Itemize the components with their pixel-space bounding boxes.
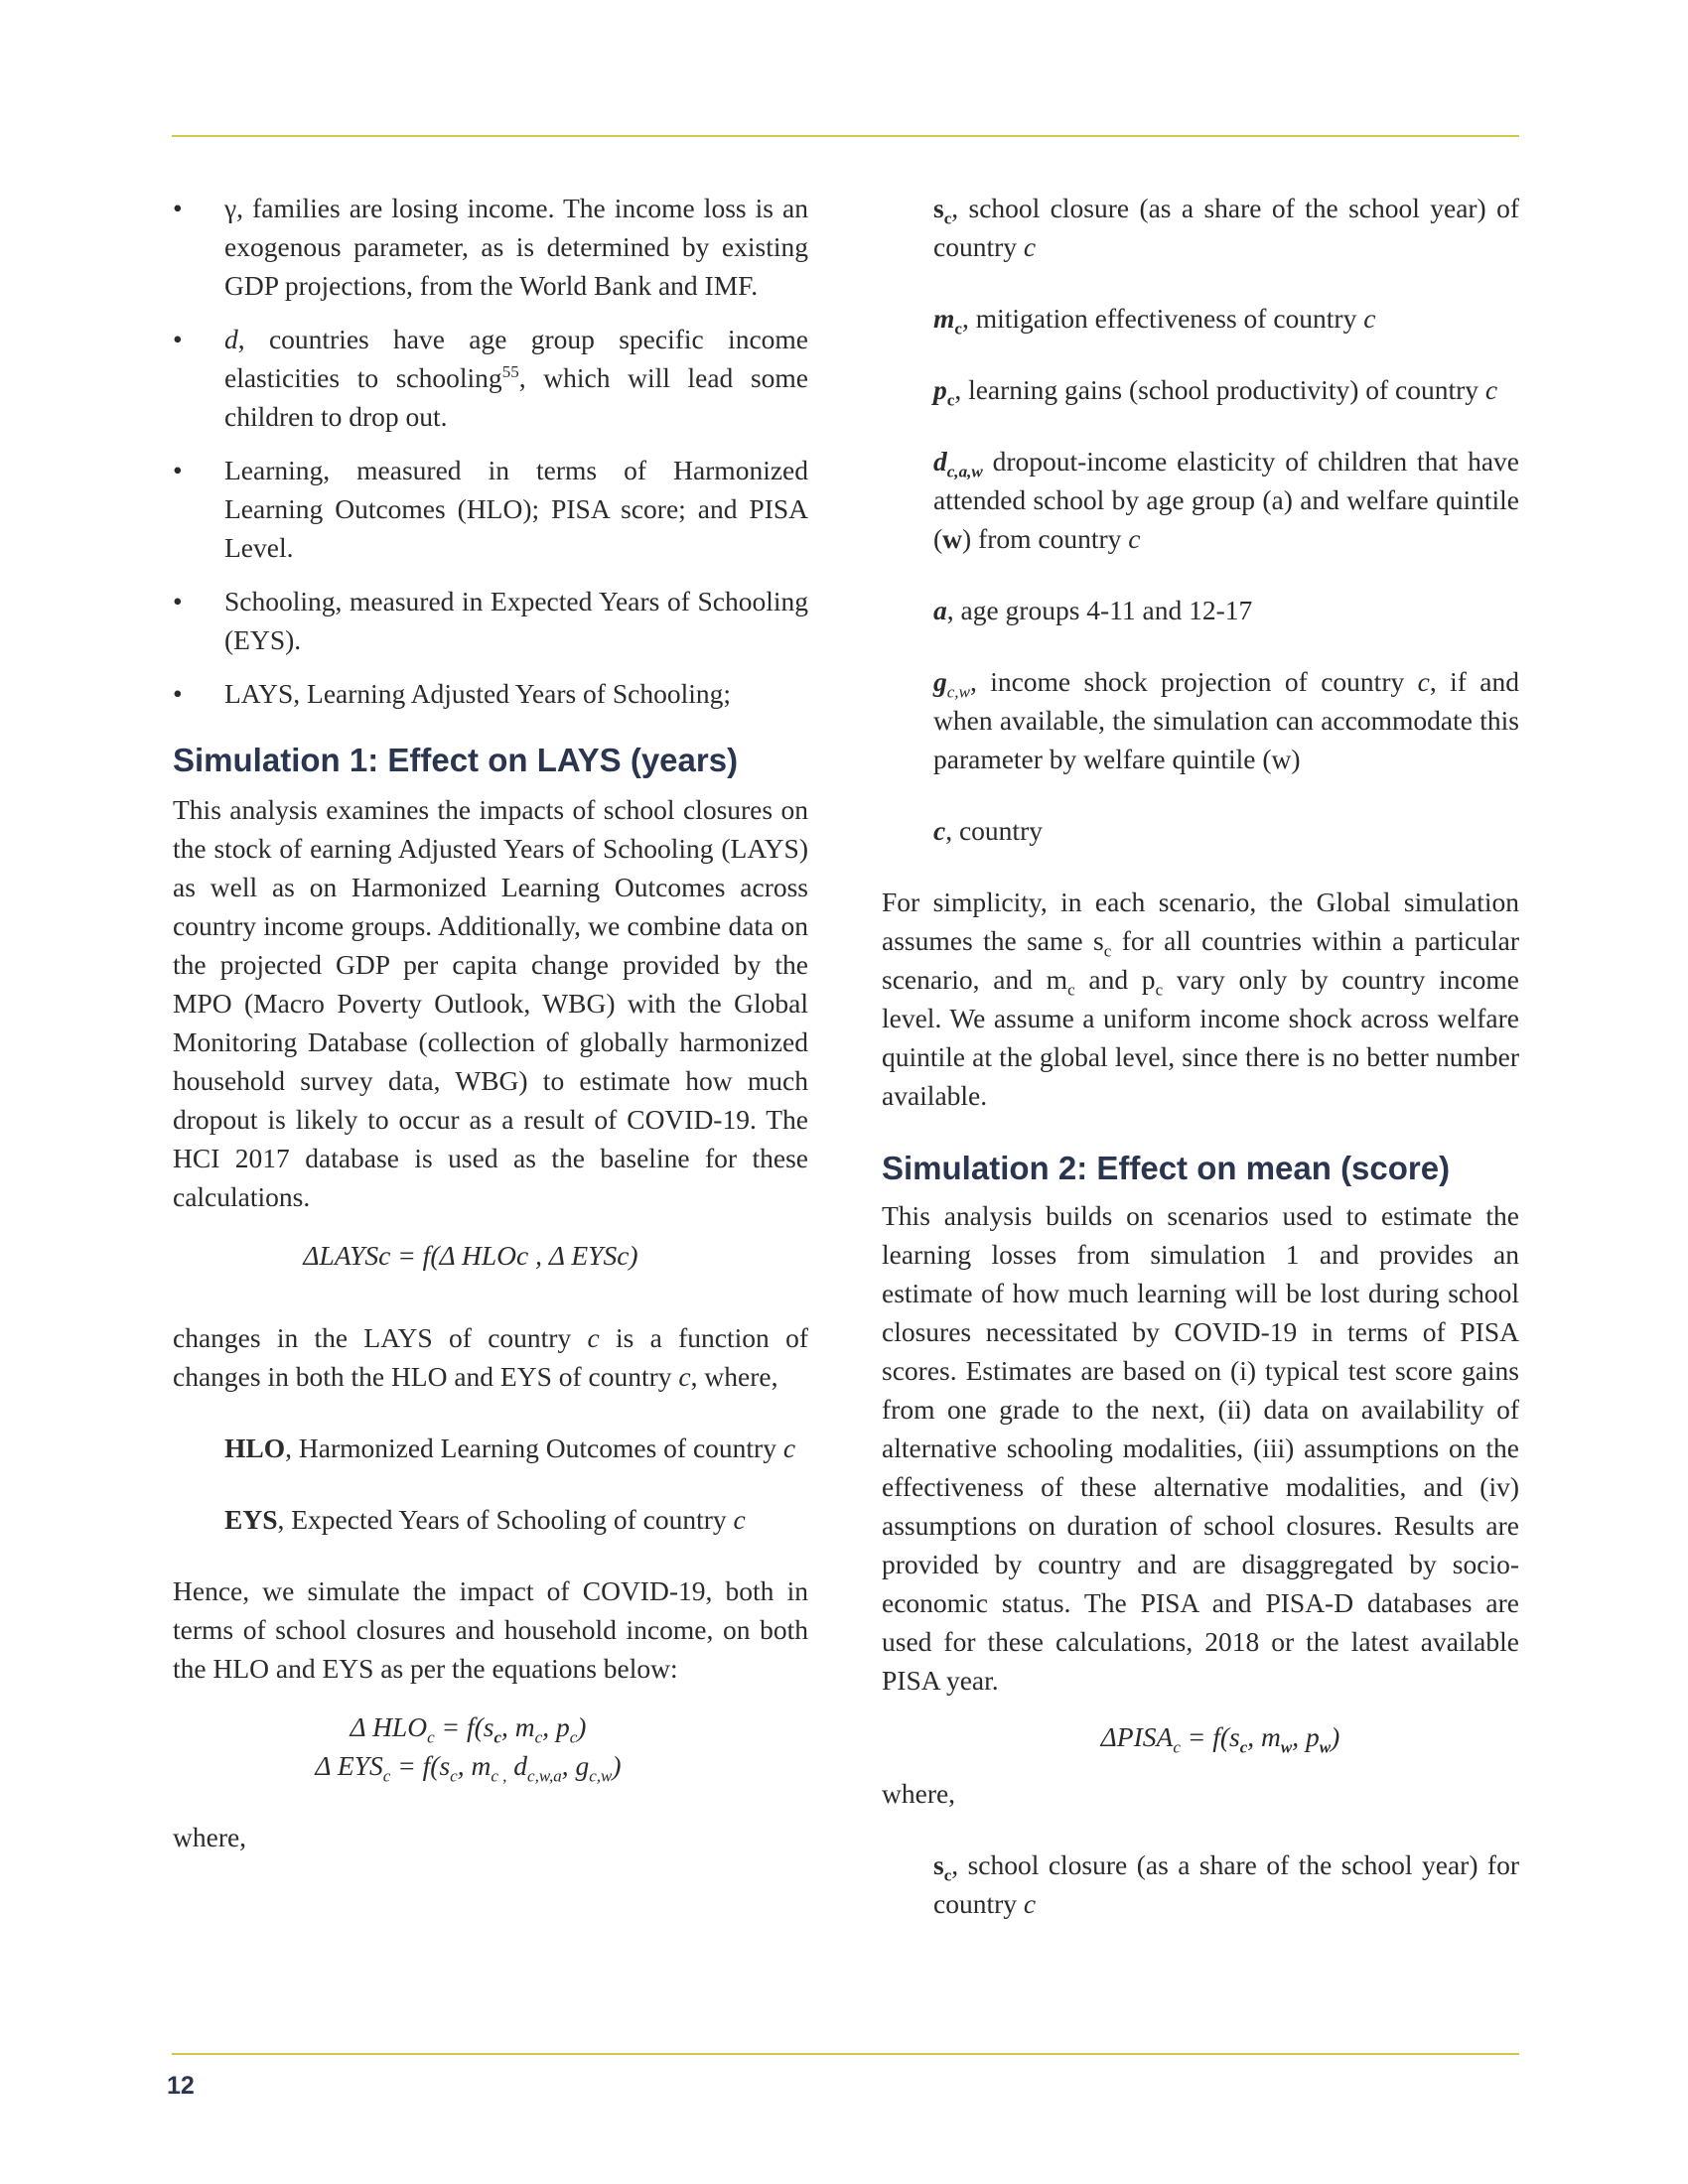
a-definition: a, age groups 4-11 and 12-17	[933, 595, 1253, 625]
parameter-list	[173, 189, 808, 713]
list-item: • γ, families are losing income. The income loss is an exogenous parameter, as is determined by existing GDP projections, from the World Bank and IMF.	[173, 189, 808, 305]
simulation-1-heading: Simulation 1: Effect on LAYS (years)	[173, 742, 739, 778]
eys-equation: Δ $EYS_c = f(s_c$, $m_{c ,}$ $d_{c,w,a}$, $g_{c,w}$)	[315, 1750, 622, 1786]
p-definition: $p_c$, learning gains (school productivity) of country c	[933, 374, 1498, 410]
s-definition-2: $s_c$, school closure (as a share of the school year) for country c	[933, 1849, 1519, 1919]
lays-equation: ΔLAYSc = f(Δ HLOc , Δ EYSc)	[303, 1240, 638, 1271]
eys-definition: EYS, Expected Years of Schooling of country c	[224, 1504, 746, 1535]
footer-rule	[172, 2053, 1519, 2055]
changes-paragraph: changes in the LAYS of country c is a function of changes in both the HLO and EYS of country c, where,	[173, 1322, 808, 1392]
hence-paragraph: Hence, we simulate the impact of COVID-19, both in terms of school closures and household income, on both the HLO and EYS as per the equations below:	[173, 1575, 808, 1684]
simulation-1-paragraph: This analysis examines the impacts of school closures on the stock of earning Adjusted Years of Schooling (LAYS) as well as on Harmonized Learning Outcomes across country income groups. Additionally, we combine data on the projected GDP per capita change provided by the MPO (Macro Poverty Outlook, WBG) with the Global Monitoring Database (collection of globally harmonized household survey data, WBG) to estimate how much dropout is likely to occur as a result of COVID-19. The HCI 2017 database is used as the baseline for these calculations.	[173, 794, 808, 1212]
list-item: • Schooling, measured in Expected Years of Schooling (EYS).	[173, 582, 808, 659]
list-item: • Learning, measured in terms of Harmonized Learning Outcomes (HLO); PISA score; and PISA Level.	[173, 451, 808, 567]
bullet-icon: •	[173, 678, 183, 709]
hlo-definition: HLO, Harmonized Learning Outcomes of country c	[224, 1433, 796, 1463]
list-item: • d, countries have age group specific income elasticities to schooling$^{55}$, which will lead some children to drop out.	[173, 320, 808, 436]
where-label: where,	[173, 1822, 247, 1852]
m-definition: $m_c$, mitigation effectiveness of country c	[933, 303, 1376, 339]
d-definition: $d_{c,a,w}$ dropout-income elasticity of children that have attended school by age group (a) and welfare quintile (w) from country c	[933, 446, 1519, 554]
bullet-icon: •	[173, 193, 183, 223]
where-label: where,	[882, 1778, 956, 1809]
bullet-icon: •	[173, 455, 183, 485]
simplicity-paragraph: For simplicity, in each scenario, the Global simulation assumes the same $s_c$ for all countries within a particular scenario, and $m_c$ and $p_c$ vary only by country income level. We assume a uniform income shock across welfare quintile at the global level, since there is no better number available.	[882, 887, 1519, 1111]
s-definition: $s_c$, school closure (as a share of the school year) of country c	[933, 193, 1519, 262]
simulation-2-heading: Simulation 2: Effect on mean (score)	[882, 1150, 1451, 1186]
list-item: • LAYS, Learning Adjusted Years of Schooling;	[173, 674, 808, 713]
left-column	[173, 189, 808, 1856]
footnote-ref: 55	[501, 361, 519, 381]
right-column	[882, 189, 1519, 1923]
pisa-equation: $\Delta PISA_c = f(s_c$, $m_w$, $p_w$)	[1100, 1721, 1340, 1757]
hlo-equation: Δ $HLO_c = f(s_c$, $m_c$, $p_c$)	[350, 1711, 587, 1747]
header-rule	[172, 135, 1519, 137]
page-number: 12	[167, 2072, 195, 2100]
g-definition: $g_{c,w}$, income shock projection of country c, if and when available, the simulation can accommodate this parameter by welfare quintile (w)	[933, 666, 1519, 774]
country-definition: c, country	[933, 815, 1043, 846]
simulation-2-paragraph: This analysis builds on scenarios used to estimate the learning losses from simulation 1 and provides an estimate of how much learning will be lost during school closures necessitated by COVID-19 in terms of PISA scores. Estimates are based on (i) typical test score gains from one grade to the next, (ii) data on availability of alternative schooling modalities, (iii) assumptions on the effectiveness of these alternative modalities, and (iv) assumptions on duration of school closures. Results are provided by country and are disaggregated by socio-economic status. The PISA and PISA-D databases are used for these calculations, 2018 or the latest available PISA year.	[882, 1200, 1519, 1696]
bullet-icon: •	[173, 586, 183, 616]
bullet-icon: •	[173, 324, 183, 354]
